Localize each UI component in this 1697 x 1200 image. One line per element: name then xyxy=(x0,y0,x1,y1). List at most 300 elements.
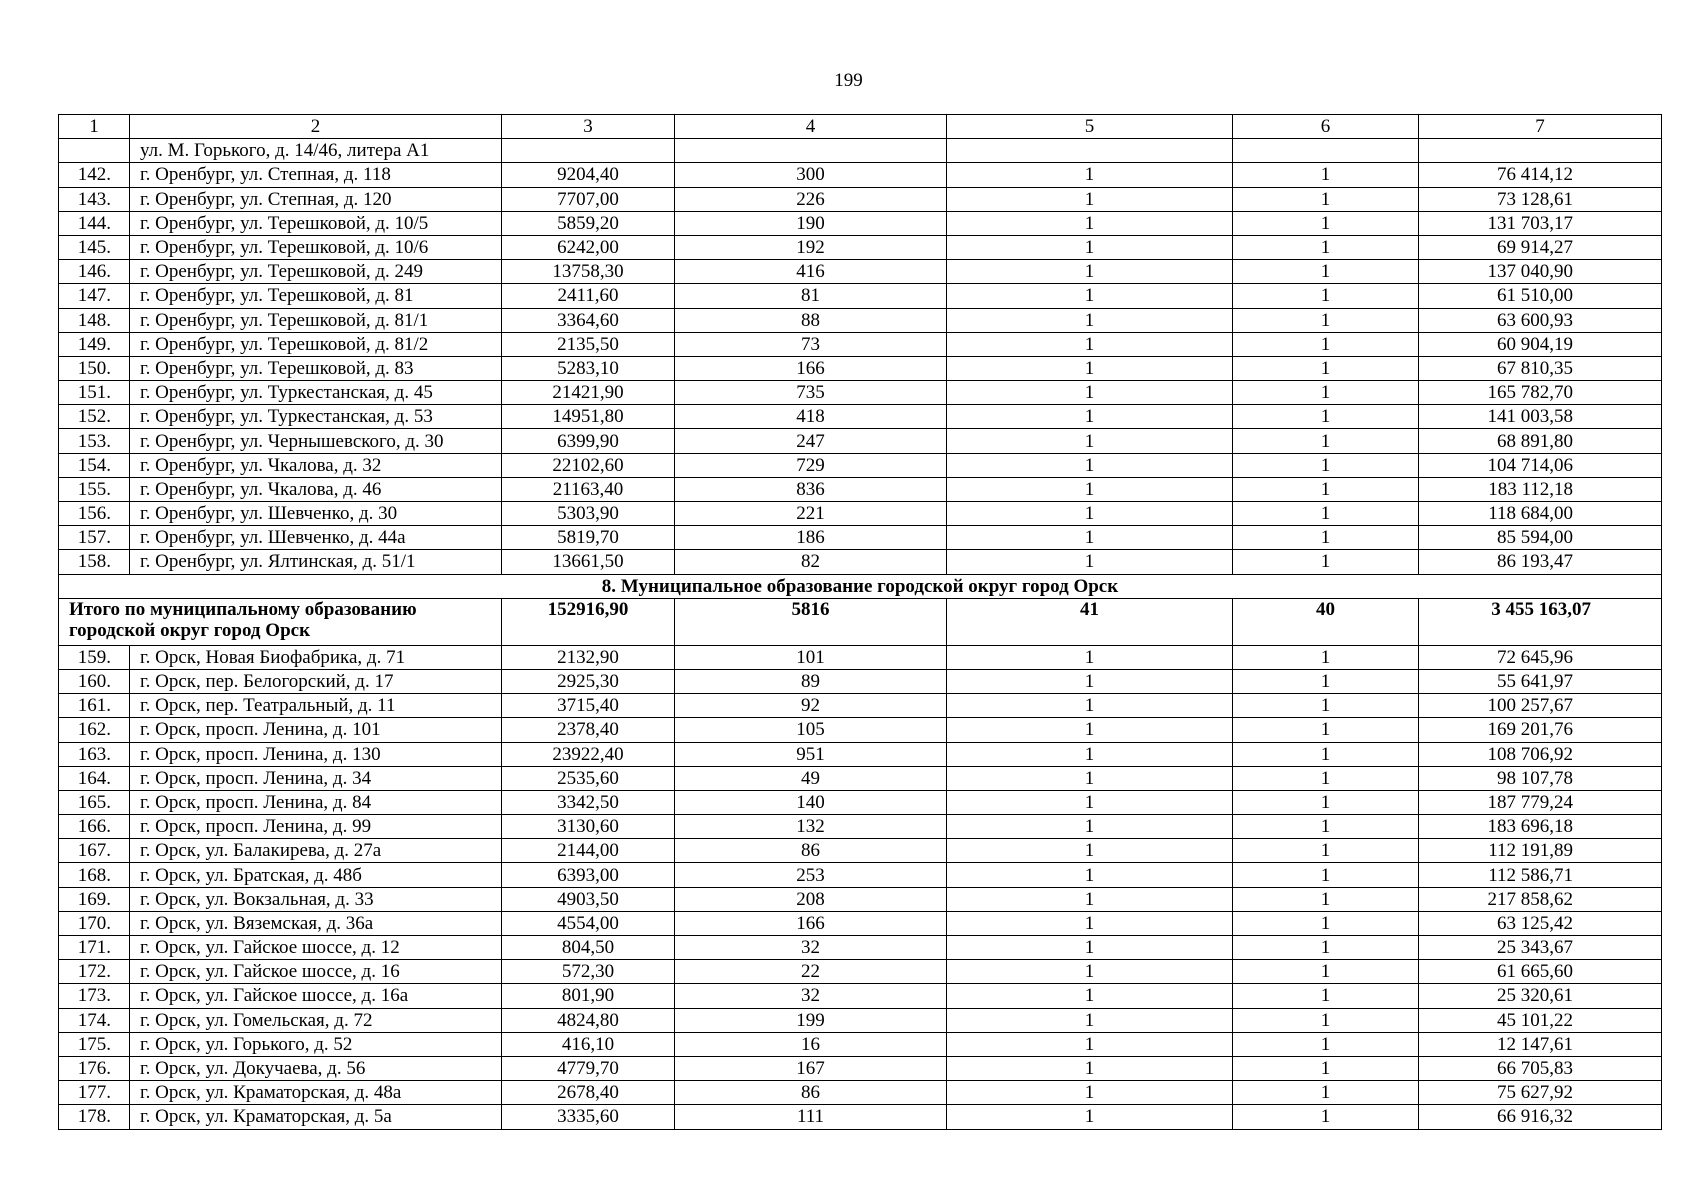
row-number-cell: 162. xyxy=(59,718,130,742)
col5-cell: 1 xyxy=(947,260,1233,284)
table-row xyxy=(59,187,1662,211)
cost-cell: 98 107,78 xyxy=(1419,766,1662,790)
table-row xyxy=(59,766,1662,790)
address-cell: г. Орск, ул. Балакирева, д. 27а xyxy=(130,839,502,863)
col6-cell: 1 xyxy=(1233,645,1419,669)
col6-cell: 1 xyxy=(1233,887,1419,911)
col5-cell: 1 xyxy=(947,1105,1233,1129)
area-cell: 6399,90 xyxy=(502,429,675,453)
col5-cell: 1 xyxy=(947,381,1233,405)
row-number-cell: 172. xyxy=(59,960,130,984)
area-cell xyxy=(502,139,675,163)
table-row xyxy=(59,550,1662,574)
table-row xyxy=(59,163,1662,187)
col6-cell: 1 xyxy=(1233,356,1419,380)
cost-cell: 72 645,96 xyxy=(1419,645,1662,669)
row-number-cell: 174. xyxy=(59,1008,130,1032)
address-cell: г. Орск, пер. Белогорский, д. 17 xyxy=(130,669,502,693)
address-cell: г. Орск, просп. Ленина, д. 130 xyxy=(130,742,502,766)
row-number-cell: 168. xyxy=(59,863,130,887)
address-cell: ул. М. Горького, д. 14/46, литера А1 xyxy=(130,139,502,163)
cost-cell: 217 858,62 xyxy=(1419,887,1662,911)
page-number: 199 xyxy=(834,70,863,91)
row-number-cell: 155. xyxy=(59,477,130,501)
address-cell: г. Оренбург, ул. Степная, д. 118 xyxy=(130,163,502,187)
cost-cell: 66 705,83 xyxy=(1419,1056,1662,1080)
col5-cell: 1 xyxy=(947,936,1233,960)
area-cell: 2135,50 xyxy=(502,332,675,356)
cost-cell: 12 147,61 xyxy=(1419,1032,1662,1056)
cost-cell: 73 128,61 xyxy=(1419,187,1662,211)
column-number-cell: 2 xyxy=(130,115,502,139)
cost-cell: 108 706,92 xyxy=(1419,742,1662,766)
address-cell: г. Орск, ул. Вокзальная, д. 33 xyxy=(130,887,502,911)
residents-cell: 82 xyxy=(675,550,947,574)
residents-cell: 49 xyxy=(675,766,947,790)
row-number-cell: 153. xyxy=(59,429,130,453)
cost-cell: 76 414,12 xyxy=(1419,163,1662,187)
col6-cell: 1 xyxy=(1233,669,1419,693)
col6-cell: 1 xyxy=(1233,453,1419,477)
col5-cell: 1 xyxy=(947,1056,1233,1080)
area-cell: 4824,80 xyxy=(502,1008,675,1032)
row-number-cell: 167. xyxy=(59,839,130,863)
cost-cell: 86 193,47 xyxy=(1419,550,1662,574)
area-cell: 2535,60 xyxy=(502,766,675,790)
residents-cell: 89 xyxy=(675,669,947,693)
table-row xyxy=(59,211,1662,235)
table-row xyxy=(59,1056,1662,1080)
table-row xyxy=(59,742,1662,766)
address-cell: г. Орск, просп. Ленина, д. 99 xyxy=(130,815,502,839)
residents-cell: 226 xyxy=(675,187,947,211)
area-cell: 2378,40 xyxy=(502,718,675,742)
residents-cell: 88 xyxy=(675,308,947,332)
residents-cell: 836 xyxy=(675,477,947,501)
col5-cell: 1 xyxy=(947,669,1233,693)
column-number-cell: 5 xyxy=(947,115,1233,139)
area-cell: 4903,50 xyxy=(502,887,675,911)
cost-cell: 169 201,76 xyxy=(1419,718,1662,742)
table-row xyxy=(59,1008,1662,1032)
residents-cell: 247 xyxy=(675,429,947,453)
col5-cell: 1 xyxy=(947,1008,1233,1032)
cost-cell: 112 191,89 xyxy=(1419,839,1662,863)
col6-cell: 1 xyxy=(1233,1081,1419,1105)
table-row xyxy=(59,1081,1662,1105)
residents-cell: 101 xyxy=(675,645,947,669)
column-number-row xyxy=(59,115,1662,139)
address-cell: г. Орск, Новая Биофабрика, д. 71 xyxy=(130,645,502,669)
address-cell: г. Оренбург, ул. Терешковой, д. 10/5 xyxy=(130,211,502,235)
address-cell: г. Орск, ул. Краматорская, д. 5а xyxy=(130,1105,502,1129)
table-row xyxy=(59,645,1662,669)
table-row xyxy=(59,429,1662,453)
cost-cell: 104 714,06 xyxy=(1419,453,1662,477)
col6-cell: 1 xyxy=(1233,429,1419,453)
row-number-cell: 161. xyxy=(59,694,130,718)
col5-cell: 1 xyxy=(947,694,1233,718)
table-row xyxy=(59,526,1662,550)
table-row xyxy=(59,839,1662,863)
col5-cell: 1 xyxy=(947,960,1233,984)
cost-cell: 68 891,80 xyxy=(1419,429,1662,453)
cost-cell: 137 040,90 xyxy=(1419,260,1662,284)
col5-cell: 1 xyxy=(947,405,1233,429)
col6-cell: 1 xyxy=(1233,235,1419,259)
address-cell: г. Орск, ул. Гайское шоссе, д. 16а xyxy=(130,984,502,1008)
col5-cell: 1 xyxy=(947,429,1233,453)
col6-cell: 1 xyxy=(1233,381,1419,405)
row-number-cell: 144. xyxy=(59,211,130,235)
table-row xyxy=(59,718,1662,742)
area-cell: 4554,00 xyxy=(502,911,675,935)
col6-cell: 1 xyxy=(1233,332,1419,356)
residents-cell: 208 xyxy=(675,887,947,911)
col5-cell: 1 xyxy=(947,211,1233,235)
row-number-cell: 176. xyxy=(59,1056,130,1080)
row-number-cell: 164. xyxy=(59,766,130,790)
row-number-cell: 175. xyxy=(59,1032,130,1056)
table-row xyxy=(59,477,1662,501)
col6-cell: 1 xyxy=(1233,742,1419,766)
column-number-cell: 1 xyxy=(59,115,130,139)
area-cell: 3335,60 xyxy=(502,1105,675,1129)
residents-cell: 167 xyxy=(675,1056,947,1080)
col6-cell: 1 xyxy=(1233,839,1419,863)
row-number-cell: 169. xyxy=(59,887,130,911)
col6-cell: 1 xyxy=(1233,308,1419,332)
table-row xyxy=(59,502,1662,526)
col5-cell: 1 xyxy=(947,308,1233,332)
address-cell: г. Оренбург, ул. Терешковой, д. 10/6 xyxy=(130,235,502,259)
cost-cell: 25 343,67 xyxy=(1419,936,1662,960)
col6-cell: 1 xyxy=(1233,187,1419,211)
col5-cell: 1 xyxy=(947,645,1233,669)
area-cell: 2678,40 xyxy=(502,1081,675,1105)
area-cell: 3342,50 xyxy=(502,790,675,814)
col6-cell: 1 xyxy=(1233,502,1419,526)
col5-cell: 1 xyxy=(947,863,1233,887)
area-cell: 5819,70 xyxy=(502,526,675,550)
col6-cell: 1 xyxy=(1233,766,1419,790)
row-number-cell: 171. xyxy=(59,936,130,960)
address-cell: г. Оренбург, ул. Терешковой, д. 249 xyxy=(130,260,502,284)
area-cell: 14951,80 xyxy=(502,405,675,429)
column-number-cell: 6 xyxy=(1233,115,1419,139)
cost-cell: 67 810,35 xyxy=(1419,356,1662,380)
table-row xyxy=(59,260,1662,284)
area-cell: 804,50 xyxy=(502,936,675,960)
address-cell: г. Орск, просп. Ленина, д. 34 xyxy=(130,766,502,790)
cost-cell: 61 510,00 xyxy=(1419,284,1662,308)
address-cell: г. Орск, ул. Гомельская, д. 72 xyxy=(130,1008,502,1032)
row-number-cell: 156. xyxy=(59,502,130,526)
table-row xyxy=(59,235,1662,259)
col6-cell: 1 xyxy=(1233,1105,1419,1129)
area-cell: 3364,60 xyxy=(502,308,675,332)
col5-cell: 1 xyxy=(947,742,1233,766)
col5-cell: 1 xyxy=(947,332,1233,356)
area-cell: 7707,00 xyxy=(502,187,675,211)
area-cell: 2132,90 xyxy=(502,645,675,669)
col5-cell: 1 xyxy=(947,839,1233,863)
area-cell: 4779,70 xyxy=(502,1056,675,1080)
column-number-cell: 7 xyxy=(1419,115,1662,139)
col5-cell: 1 xyxy=(947,526,1233,550)
col6-cell: 1 xyxy=(1233,863,1419,887)
address-cell: г. Орск, ул. Горького, д. 52 xyxy=(130,1032,502,1056)
col6-cell: 1 xyxy=(1233,984,1419,1008)
cost-cell: 187 779,24 xyxy=(1419,790,1662,814)
col5-cell: 1 xyxy=(947,453,1233,477)
row-number-cell: 154. xyxy=(59,453,130,477)
residents-cell: 199 xyxy=(675,1008,947,1032)
row-number-cell: 178. xyxy=(59,1105,130,1129)
column-number-cell: 4 xyxy=(675,115,947,139)
cost-cell: 55 641,97 xyxy=(1419,669,1662,693)
area-cell: 3715,40 xyxy=(502,694,675,718)
total-area-cell: 152916,90 xyxy=(502,598,675,645)
area-cell: 416,10 xyxy=(502,1032,675,1056)
col6-cell: 1 xyxy=(1233,936,1419,960)
col6-cell: 1 xyxy=(1233,1008,1419,1032)
col6-cell xyxy=(1233,139,1419,163)
address-cell: г. Оренбург, ул. Туркестанская, д. 53 xyxy=(130,405,502,429)
address-cell: г. Орск, просп. Ленина, д. 101 xyxy=(130,718,502,742)
total-residents-cell: 5816 xyxy=(675,598,947,645)
continuation-row xyxy=(59,139,1662,163)
address-cell: г. Оренбург, ул. Терешковой, д. 81 xyxy=(130,284,502,308)
registry-table xyxy=(58,114,1662,1130)
cost-cell: 165 782,70 xyxy=(1419,381,1662,405)
table-row xyxy=(59,284,1662,308)
total-col5-cell: 41 xyxy=(947,598,1233,645)
col6-cell: 1 xyxy=(1233,526,1419,550)
cost-cell: 118 684,00 xyxy=(1419,502,1662,526)
cost-cell: 75 627,92 xyxy=(1419,1081,1662,1105)
row-number-cell: 177. xyxy=(59,1081,130,1105)
total-label: Итого по муниципальному образованию городской округ город Орск xyxy=(59,598,502,645)
residents-cell: 166 xyxy=(675,356,947,380)
table-row xyxy=(59,694,1662,718)
table-row xyxy=(59,960,1662,984)
address-cell: г. Оренбург, ул. Чернышевского, д. 30 xyxy=(130,429,502,453)
col6-cell: 1 xyxy=(1233,163,1419,187)
col6-cell: 1 xyxy=(1233,1056,1419,1080)
cost-cell: 100 257,67 xyxy=(1419,694,1662,718)
row-number-cell: 173. xyxy=(59,984,130,1008)
col6-cell: 1 xyxy=(1233,211,1419,235)
address-cell: г. Орск, пер. Театральный, д. 11 xyxy=(130,694,502,718)
col5-cell: 1 xyxy=(947,911,1233,935)
col5-cell: 1 xyxy=(947,1032,1233,1056)
address-cell: г. Оренбург, ул. Терешковой, д. 83 xyxy=(130,356,502,380)
residents-cell xyxy=(675,139,947,163)
residents-cell: 32 xyxy=(675,936,947,960)
residents-cell: 186 xyxy=(675,526,947,550)
col5-cell: 1 xyxy=(947,477,1233,501)
table-row xyxy=(59,936,1662,960)
area-cell: 13661,50 xyxy=(502,550,675,574)
address-cell: г. Орск, ул. Краматорская, д. 48а xyxy=(130,1081,502,1105)
residents-cell: 729 xyxy=(675,453,947,477)
table-row xyxy=(59,863,1662,887)
total-cost-cell: 3 455 163,07 xyxy=(1419,598,1662,645)
area-cell: 6393,00 xyxy=(502,863,675,887)
cost-cell: 141 003,58 xyxy=(1419,405,1662,429)
address-cell: г. Орск, ул. Гайское шоссе, д. 16 xyxy=(130,960,502,984)
area-cell: 22102,60 xyxy=(502,453,675,477)
section-header-row xyxy=(59,574,1662,598)
col5-cell: 1 xyxy=(947,502,1233,526)
col6-cell: 1 xyxy=(1233,815,1419,839)
col5-cell: 1 xyxy=(947,766,1233,790)
col6-cell: 1 xyxy=(1233,911,1419,935)
col6-cell: 1 xyxy=(1233,284,1419,308)
area-cell: 21421,90 xyxy=(502,381,675,405)
residents-cell: 192 xyxy=(675,235,947,259)
cost-cell: 85 594,00 xyxy=(1419,526,1662,550)
residents-cell: 111 xyxy=(675,1105,947,1129)
row-number-cell: 146. xyxy=(59,260,130,284)
residents-cell: 253 xyxy=(675,863,947,887)
residents-cell: 140 xyxy=(675,790,947,814)
row-number-cell xyxy=(59,139,130,163)
col6-cell: 1 xyxy=(1233,1032,1419,1056)
col5-cell: 1 xyxy=(947,815,1233,839)
row-number-cell: 165. xyxy=(59,790,130,814)
col5-cell: 1 xyxy=(947,1081,1233,1105)
area-cell: 2411,60 xyxy=(502,284,675,308)
col6-cell: 1 xyxy=(1233,405,1419,429)
cost-cell: 112 586,71 xyxy=(1419,863,1662,887)
row-number-cell: 147. xyxy=(59,284,130,308)
row-number-cell: 170. xyxy=(59,911,130,935)
address-cell: г. Орск, просп. Ленина, д. 84 xyxy=(130,790,502,814)
table-row xyxy=(59,332,1662,356)
col6-cell: 1 xyxy=(1233,260,1419,284)
address-cell: г. Оренбург, ул. Ялтинская, д. 51/1 xyxy=(130,550,502,574)
residents-cell: 735 xyxy=(675,381,947,405)
col6-cell: 1 xyxy=(1233,550,1419,574)
residents-cell: 32 xyxy=(675,984,947,1008)
table-row xyxy=(59,356,1662,380)
col6-cell: 1 xyxy=(1233,477,1419,501)
cost-cell: 183 696,18 xyxy=(1419,815,1662,839)
address-cell: г. Оренбург, ул. Шевченко, д. 44а xyxy=(130,526,502,550)
area-cell: 9204,40 xyxy=(502,163,675,187)
residents-cell: 418 xyxy=(675,405,947,429)
residents-cell: 951 xyxy=(675,742,947,766)
row-number-cell: 159. xyxy=(59,645,130,669)
address-cell: г. Орск, ул. Вяземская, д. 36а xyxy=(130,911,502,935)
address-cell: г. Орск, ул. Гайское шоссе, д. 12 xyxy=(130,936,502,960)
cost-cell: 61 665,60 xyxy=(1419,960,1662,984)
row-number-cell: 149. xyxy=(59,332,130,356)
address-cell: г. Оренбург, ул. Терешковой, д. 81/1 xyxy=(130,308,502,332)
col5-cell: 1 xyxy=(947,984,1233,1008)
residents-cell: 132 xyxy=(675,815,947,839)
address-cell: г. Оренбург, ул. Степная, д. 120 xyxy=(130,187,502,211)
area-cell: 5283,10 xyxy=(502,356,675,380)
cost-cell: 131 703,17 xyxy=(1419,211,1662,235)
cost-cell: 183 112,18 xyxy=(1419,477,1662,501)
row-number-cell: 148. xyxy=(59,308,130,332)
cost-cell: 25 320,61 xyxy=(1419,984,1662,1008)
cost-cell: 66 916,32 xyxy=(1419,1105,1662,1129)
residents-cell: 22 xyxy=(675,960,947,984)
table-row xyxy=(59,984,1662,1008)
address-cell: г. Оренбург, ул. Туркестанская, д. 45 xyxy=(130,381,502,405)
col5-cell: 1 xyxy=(947,187,1233,211)
address-cell: г. Оренбург, ул. Шевченко, д. 30 xyxy=(130,502,502,526)
residents-cell: 105 xyxy=(675,718,947,742)
table-row xyxy=(59,669,1662,693)
area-cell: 6242,00 xyxy=(502,235,675,259)
residents-cell: 73 xyxy=(675,332,947,356)
col5-cell xyxy=(947,139,1233,163)
col5-cell: 1 xyxy=(947,284,1233,308)
section-title: 8. Муниципальное образование городской округ город Орск xyxy=(59,574,1662,598)
row-number-cell: 158. xyxy=(59,550,130,574)
table-row xyxy=(59,405,1662,429)
col6-cell: 1 xyxy=(1233,718,1419,742)
row-number-cell: 166. xyxy=(59,815,130,839)
area-cell: 2925,30 xyxy=(502,669,675,693)
table-row xyxy=(59,911,1662,935)
col5-cell: 1 xyxy=(947,887,1233,911)
table-row xyxy=(59,1032,1662,1056)
area-cell: 5303,90 xyxy=(502,502,675,526)
area-cell: 13758,30 xyxy=(502,260,675,284)
address-cell: г. Оренбург, ул. Чкалова, д. 32 xyxy=(130,453,502,477)
col5-cell: 1 xyxy=(947,235,1233,259)
cost-cell xyxy=(1419,139,1662,163)
residents-cell: 416 xyxy=(675,260,947,284)
residents-cell: 86 xyxy=(675,839,947,863)
residents-cell: 221 xyxy=(675,502,947,526)
residents-cell: 16 xyxy=(675,1032,947,1056)
residents-cell: 81 xyxy=(675,284,947,308)
cost-cell: 69 914,27 xyxy=(1419,235,1662,259)
row-number-cell: 151. xyxy=(59,381,130,405)
area-cell: 5859,20 xyxy=(502,211,675,235)
col5-cell: 1 xyxy=(947,718,1233,742)
residents-cell: 300 xyxy=(675,163,947,187)
row-number-cell: 145. xyxy=(59,235,130,259)
table-row xyxy=(59,308,1662,332)
row-number-cell: 160. xyxy=(59,669,130,693)
residents-cell: 166 xyxy=(675,911,947,935)
col6-cell: 1 xyxy=(1233,790,1419,814)
residents-cell: 86 xyxy=(675,1081,947,1105)
residents-cell: 92 xyxy=(675,694,947,718)
area-cell: 572,30 xyxy=(502,960,675,984)
col6-cell: 1 xyxy=(1233,694,1419,718)
table-row xyxy=(59,790,1662,814)
col5-cell: 1 xyxy=(947,790,1233,814)
col5-cell: 1 xyxy=(947,356,1233,380)
table-row xyxy=(59,381,1662,405)
cost-cell: 60 904,19 xyxy=(1419,332,1662,356)
area-cell: 21163,40 xyxy=(502,477,675,501)
address-cell: г. Орск, ул. Докучаева, д. 56 xyxy=(130,1056,502,1080)
row-number-cell: 142. xyxy=(59,163,130,187)
col6-cell: 1 xyxy=(1233,960,1419,984)
cost-cell: 45 101,22 xyxy=(1419,1008,1662,1032)
address-cell: г. Оренбург, ул. Чкалова, д. 46 xyxy=(130,477,502,501)
